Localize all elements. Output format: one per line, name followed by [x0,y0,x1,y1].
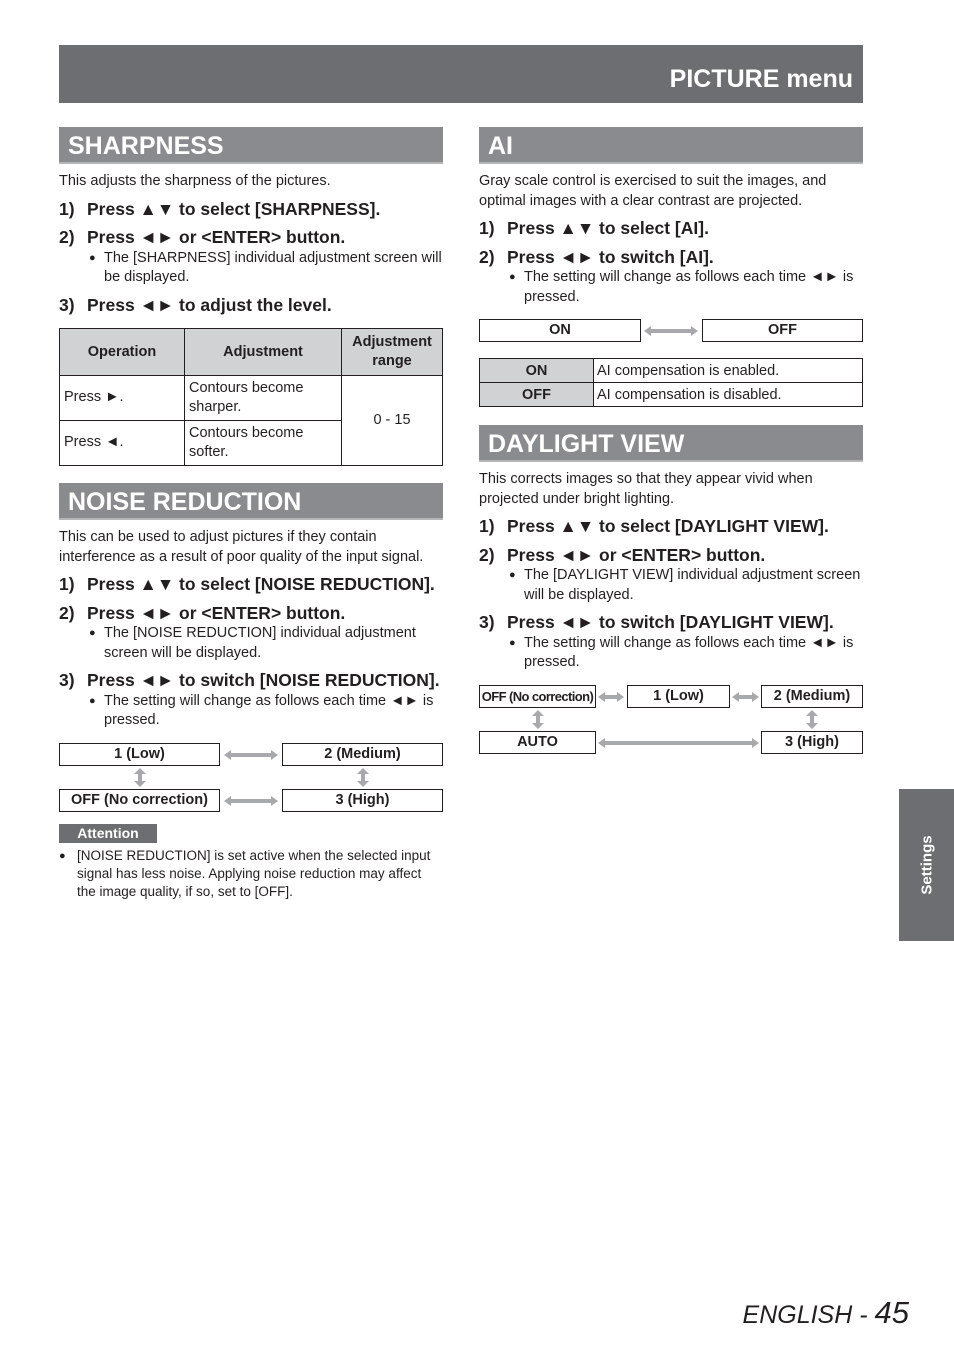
step-text: Press ▲▼ to select [AI]. [507,218,709,238]
step-text: Press ▲▼ to select [SHARPNESS]. [87,198,381,219]
vertical-arrow-icon [806,710,818,729]
left-column [59,127,443,901]
ai-section [479,127,863,407]
table-row [480,383,863,407]
sharpness-section [59,127,443,466]
bullet-icon: ● [509,569,516,581]
table-header-adjustment: Adjustment [185,329,342,376]
ai-step-2 [479,247,863,269]
double-arrow-icon [644,326,698,336]
table-cell-adjustment: Contours become softer. [185,421,342,466]
page-number: 45 [874,1295,909,1330]
noise-reduction-flow [59,743,443,813]
vertical-arrow-icon [357,768,369,787]
step-text: Press ▲▼ to select [DAYLIGHT VIEW]. [507,516,829,536]
double-arrow-icon [598,692,624,702]
flow-box-high: 3 (High) [761,731,863,754]
table-row [60,376,443,421]
step-text: Press ◄► to switch [NOISE REDUCTION]. [87,670,440,690]
sharpness-step-1 [59,199,443,221]
noise-step-2 [59,603,443,625]
daylight-view-flow [479,685,863,755]
daylight-step-3-note [509,634,863,673]
step-number: 1) [479,218,495,238]
step-number: 2) [59,227,75,247]
double-arrow-icon [224,750,278,760]
noise-step-3 [59,670,443,692]
side-tab-settings [899,789,954,941]
sharpness-heading: SHARPNESS [59,127,443,164]
flow-box-low: 1 (Low) [627,685,730,708]
daylight-step-3 [479,612,863,634]
double-arrow-icon [732,692,759,702]
table-cell-range: 0 - 15 [342,376,443,466]
step-number: 3) [479,612,495,632]
step-text: Press ◄► to switch [DAYLIGHT VIEW]. [507,612,834,632]
table-cell-operation: Press ►. [60,376,185,421]
step-number: 3) [59,670,75,690]
flow-box-off: OFF (No correction) [59,789,220,812]
table-row [480,359,863,383]
sharpness-table [59,328,443,466]
bullet-text: The [NOISE REDUCTION] individual adjustment screen will be displayed. [104,625,416,661]
step-number: 1) [59,574,75,594]
bullet-icon: ● [59,849,66,862]
bullet-text: The [SHARPNESS] individual adjustment screen will be displayed. [104,249,442,285]
daylight-view-heading: DAYLIGHT VIEW [479,425,863,462]
noise-reduction-heading: NOISE REDUCTION [59,483,443,520]
noise-step-1 [59,574,443,596]
flow-box-on: ON [479,319,641,342]
ai-flow [479,319,863,343]
flow-box-off: OFF [702,319,863,342]
bullet-text: The setting will change as follows each time ◄► is pressed. [524,634,854,670]
flow-box-auto: AUTO [479,731,596,754]
flow-box-high: 3 (High) [282,789,443,812]
step-text: Press ▲▼ to select [NOISE REDUCTION]. [87,574,435,594]
bullet-text: The [DAYLIGHT VIEW] individual adjustment screen will be displayed. [524,567,861,603]
daylight-step-1 [479,516,863,538]
table-cell-adjustment: Contours become sharper. [185,376,342,421]
noise-step-3-note [89,692,443,731]
bullet-icon: ● [89,627,96,639]
daylight-step-2 [479,545,863,567]
table-cell-operation: Press ◄. [60,421,185,466]
step-text: Press ◄► or <ENTER> button. [87,602,346,623]
step-number: 1) [479,516,495,536]
footer-language: ENGLISH - [742,1301,875,1329]
header-bar [59,45,863,103]
step-text: Press ◄► or <ENTER> button. [507,544,766,565]
table-cell-value: AI compensation is disabled. [594,383,863,407]
daylight-step-2-note [509,566,863,605]
step-text: Press ◄► or <ENTER> button. [87,227,346,247]
ai-table [479,358,863,407]
page-title: PICTURE menu [669,65,853,93]
daylight-view-section [479,425,863,755]
flow-box-low: 1 (Low) [59,743,220,766]
attention-note [59,847,443,901]
ai-heading: AI [479,127,863,164]
vertical-arrow-icon [532,710,544,729]
step-number: 1) [59,198,75,219]
page-footer [743,1295,909,1331]
step-number: 2) [479,544,495,565]
daylight-view-intro: This corrects images so that they appear vivid when projected under bright lighting. [479,471,813,507]
table-cell-value: AI compensation is enabled. [594,359,863,383]
sharpness-step-2-note [89,249,443,288]
vertical-arrow-icon [134,768,146,787]
step-text: Press ◄► to adjust the level. [87,294,332,315]
bullet-text: The setting will change as follows each time ◄► is pressed. [104,692,434,728]
side-tab-label: Settings [918,835,935,895]
step-number: 3) [59,294,75,315]
flow-box-medium: 2 (Medium) [761,685,863,708]
bullet-text: The setting will change as follows each time ◄► is pressed. [524,269,854,305]
table-cell-key: OFF [480,383,594,407]
double-arrow-icon [598,738,759,748]
noise-reduction-intro: This can be used to adjust pictures if they contain interference as a result of poor quality of the input signal. [59,529,424,565]
table-header-operation: Operation [60,329,185,376]
bullet-icon: ● [509,271,516,283]
sharpness-step-2 [59,227,443,249]
noise-reduction-section [59,483,443,901]
step-number: 2) [479,246,495,267]
attention-label [59,824,443,843]
flow-box-medium: 2 (Medium) [282,743,443,766]
flow-box-off: OFF (No correction) [479,685,596,708]
table-header-range: Adjustment range [342,329,443,376]
right-column [479,127,863,755]
ai-intro: Gray scale control is exercised to suit the images, and optimal images with a clear contrast are projected. [479,173,827,209]
sharpness-intro: This adjusts the sharpness of the pictures. [59,173,331,189]
noise-step-2-note [89,624,443,663]
attention-text: [NOISE REDUCTION] is set active when the selected input signal has less noise. Applying noise reduction may affect the image quality, if so, set to [OFF]. [77,847,431,899]
table-cell-key: ON [480,359,594,383]
bullet-icon: ● [509,636,516,649]
step-text: Press ◄► to switch [AI]. [507,246,714,267]
attention-badge: Attention [59,824,157,843]
sharpness-step-3 [59,295,443,317]
ai-step-1 [479,218,863,240]
bullet-icon: ● [89,251,96,264]
double-arrow-icon [224,796,278,806]
bullet-icon: ● [89,694,96,707]
ai-step-2-note [509,268,863,307]
step-number: 2) [59,602,75,623]
